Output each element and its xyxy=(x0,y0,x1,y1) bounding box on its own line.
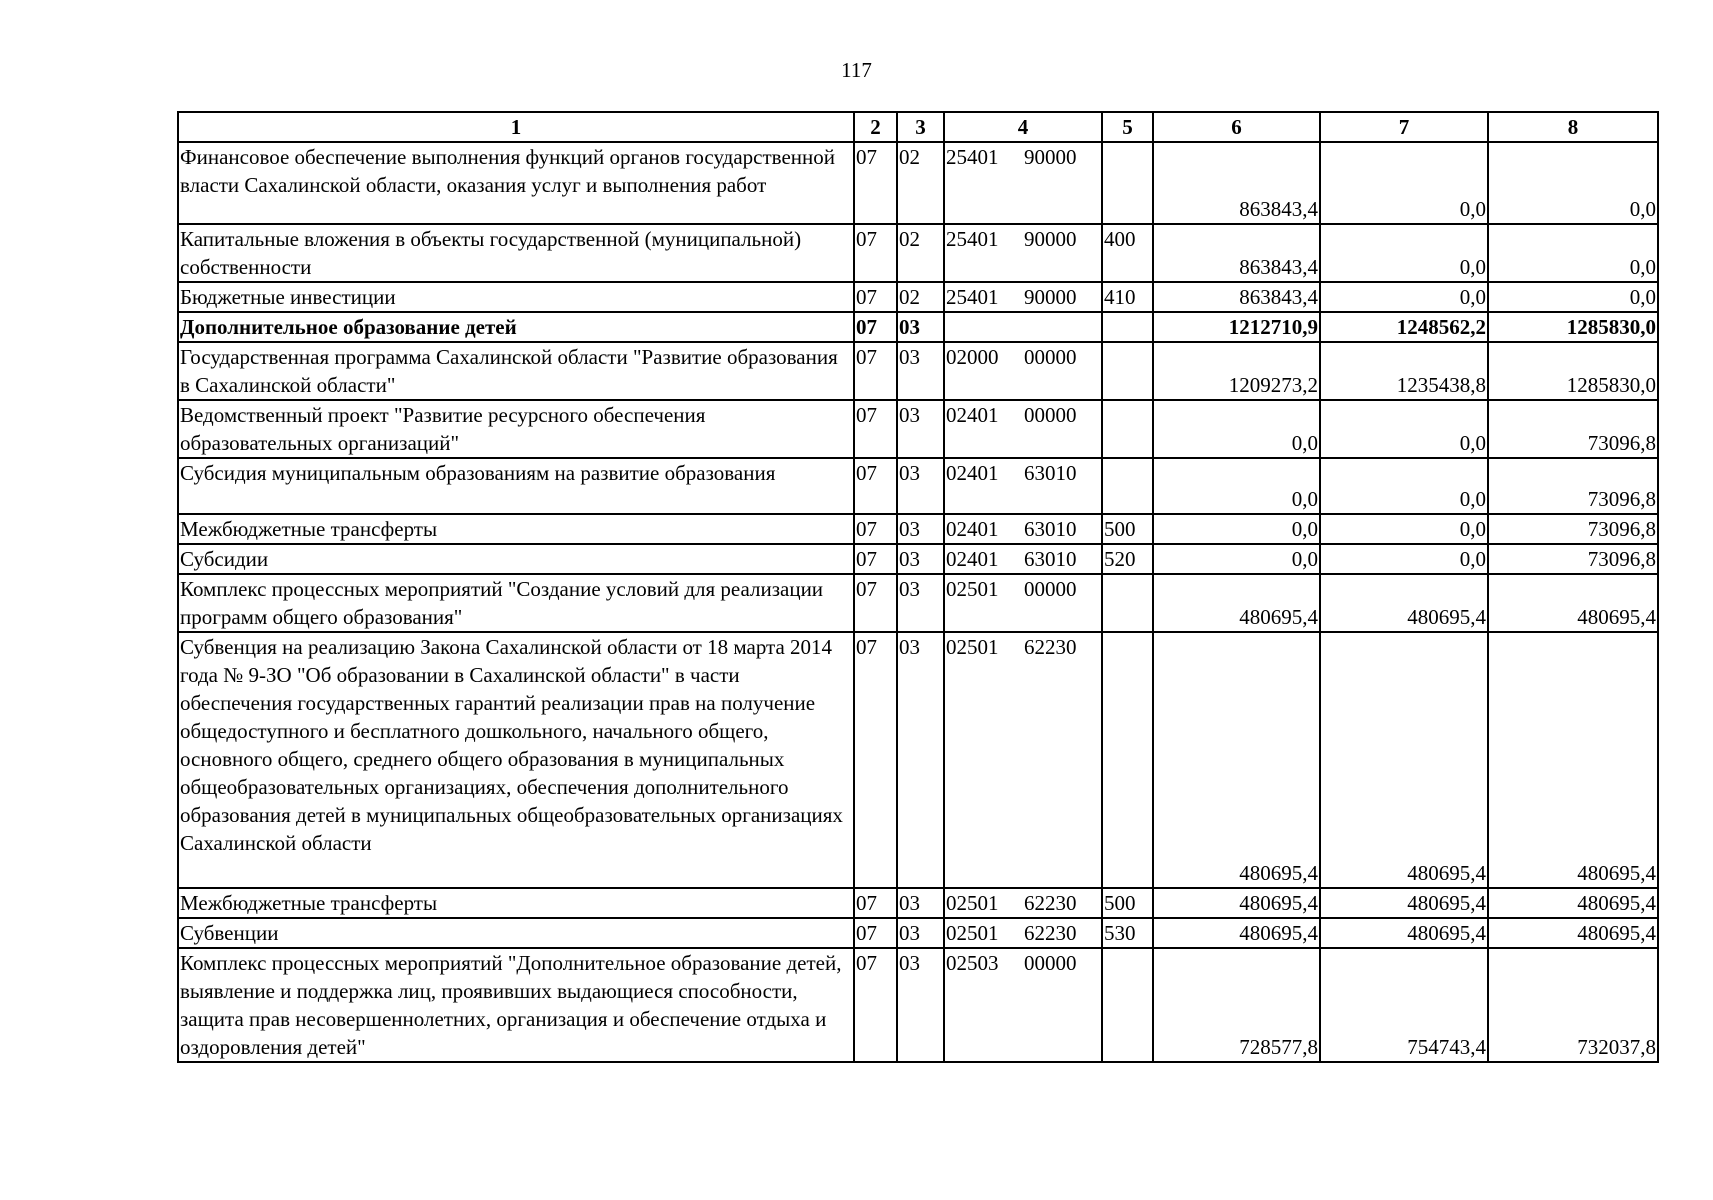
section-code: 07 xyxy=(854,312,897,342)
col-header: 6 xyxy=(1153,112,1320,142)
expense-type-code xyxy=(1102,142,1153,224)
table-row xyxy=(178,888,1658,918)
amount-col7: 0,0 xyxy=(1320,142,1488,224)
amount-col7: 1248562,2 xyxy=(1320,312,1488,342)
row-description: Комплекс процессных мероприятий "Создание условий для реализации программ общего образования" xyxy=(178,574,854,632)
direction-code: 00000 xyxy=(1024,345,1077,369)
row-description: Субвенции xyxy=(178,918,854,948)
target-article-code xyxy=(944,458,1102,514)
col-header: 1 xyxy=(178,112,854,142)
section-code: 07 xyxy=(854,142,897,224)
section-code: 07 xyxy=(854,514,897,544)
subsection-code: 03 xyxy=(897,948,944,1062)
amount-col7: 0,0 xyxy=(1320,458,1488,514)
amount-col8: 480695,4 xyxy=(1488,888,1658,918)
table-row xyxy=(178,400,1658,458)
target-article-code xyxy=(944,282,1102,312)
direction-code: 00000 xyxy=(1024,577,1077,601)
table-row xyxy=(178,282,1658,312)
subsection-code: 03 xyxy=(897,544,944,574)
subsection-code: 03 xyxy=(897,888,944,918)
amount-col6: 480695,4 xyxy=(1153,632,1320,888)
program-code: 02501 xyxy=(946,635,999,659)
section-code: 07 xyxy=(854,888,897,918)
direction-code: 62230 xyxy=(1024,635,1077,659)
expense-type-code xyxy=(1102,458,1153,514)
program-code: 02401 xyxy=(946,517,999,541)
amount-col6: 1209273,2 xyxy=(1153,342,1320,400)
table-row xyxy=(178,458,1658,514)
amount-col8: 1285830,0 xyxy=(1488,342,1658,400)
subsection-code: 03 xyxy=(897,574,944,632)
row-description: Капитальные вложения в объекты государственной (муниципальной) собственности xyxy=(178,224,854,282)
expense-type-code xyxy=(1102,948,1153,1062)
row-description: Финансовое обеспечение выполнения функций органов государственной власти Сахалинской области, оказания услуг и выполнения работ xyxy=(178,142,854,224)
section-code: 07 xyxy=(854,342,897,400)
table-row xyxy=(178,544,1658,574)
amount-col6: 0,0 xyxy=(1153,514,1320,544)
subsection-code: 02 xyxy=(897,142,944,224)
amount-col8: 480695,4 xyxy=(1488,918,1658,948)
row-description: Бюджетные инвестиции xyxy=(178,282,854,312)
table-row xyxy=(178,918,1658,948)
expense-type-code: 500 xyxy=(1102,514,1153,544)
program-code: 25401 xyxy=(946,285,999,309)
direction-code: 90000 xyxy=(1024,145,1077,169)
row-description: Субвенция на реализацию Закона Сахалинской области от 18 марта 2014 года № 9-ЗО "Об образовании в Сахалинской области" в части обеспечения государственных гарантий реализации прав на получение общедоступного и бесплатного дошкольного, начального общего, основного общего, среднего общего образования в муниципальных общеобразовательных организациях, обеспечения дополнительного образования детей в муниципальных общеобразовательных организациях Сахалинской области xyxy=(178,632,854,888)
section-code: 07 xyxy=(854,632,897,888)
amount-col6: 0,0 xyxy=(1153,458,1320,514)
target-article-code xyxy=(944,918,1102,948)
row-description: Субсидия муниципальным образованиям на развитие образования xyxy=(178,458,854,514)
target-article-code xyxy=(944,544,1102,574)
expense-type-code xyxy=(1102,574,1153,632)
target-article-code xyxy=(944,574,1102,632)
amount-col8: 732037,8 xyxy=(1488,948,1658,1062)
expense-type-code: 520 xyxy=(1102,544,1153,574)
col-header: 5 xyxy=(1102,112,1153,142)
target-article-code xyxy=(944,514,1102,544)
program-code: 02501 xyxy=(946,921,999,945)
target-article-code xyxy=(944,948,1102,1062)
section-code: 07 xyxy=(854,574,897,632)
amount-col7: 0,0 xyxy=(1320,514,1488,544)
program-code: 25401 xyxy=(946,145,999,169)
amount-col6: 1212710,9 xyxy=(1153,312,1320,342)
expense-type-code xyxy=(1102,400,1153,458)
amount-col7: 0,0 xyxy=(1320,224,1488,282)
col-header: 8 xyxy=(1488,112,1658,142)
amount-col6: 480695,4 xyxy=(1153,888,1320,918)
amount-col7: 480695,4 xyxy=(1320,632,1488,888)
amount-col6: 863843,4 xyxy=(1153,282,1320,312)
amount-col7: 0,0 xyxy=(1320,282,1488,312)
amount-col6: 863843,4 xyxy=(1153,142,1320,224)
program-code: 02401 xyxy=(946,547,999,571)
amount-col6: 480695,4 xyxy=(1153,574,1320,632)
program-code: 02501 xyxy=(946,891,999,915)
table-row xyxy=(178,948,1658,1062)
table-row xyxy=(178,632,1658,888)
direction-code: 00000 xyxy=(1024,403,1077,427)
target-article-code xyxy=(944,400,1102,458)
direction-code: 62230 xyxy=(1024,921,1077,945)
amount-col6: 728577,8 xyxy=(1153,948,1320,1062)
amount-col8: 73096,8 xyxy=(1488,458,1658,514)
amount-col6: 480695,4 xyxy=(1153,918,1320,948)
target-article-code xyxy=(944,312,1102,342)
header-row xyxy=(178,112,1658,142)
amount-col8: 0,0 xyxy=(1488,224,1658,282)
subsection-code: 03 xyxy=(897,458,944,514)
subsection-code: 02 xyxy=(897,224,944,282)
row-description: Комплекс процессных мероприятий "Дополнительное образование детей, выявление и поддержка лиц, проявивших выдающиеся способности, защита прав несовершеннолетних, организация и обеспечение отдыха и оздоровления детей" xyxy=(178,948,854,1062)
expense-type-code xyxy=(1102,312,1153,342)
direction-code: 63010 xyxy=(1024,547,1077,571)
col-header: 7 xyxy=(1320,112,1488,142)
section-code: 07 xyxy=(854,948,897,1062)
expense-type-code xyxy=(1102,342,1153,400)
amount-col7: 754743,4 xyxy=(1320,948,1488,1062)
program-code: 25401 xyxy=(946,227,999,251)
target-article-code xyxy=(944,142,1102,224)
amount-col7: 480695,4 xyxy=(1320,888,1488,918)
row-description: Дополнительное образование детей xyxy=(178,312,854,342)
row-description: Межбюджетные трансферты xyxy=(178,888,854,918)
table-row xyxy=(178,514,1658,544)
col-header: 4 xyxy=(944,112,1102,142)
target-article-code xyxy=(944,342,1102,400)
direction-code: 62230 xyxy=(1024,891,1077,915)
table-row xyxy=(178,574,1658,632)
section-code: 07 xyxy=(854,918,897,948)
section-code: 07 xyxy=(854,224,897,282)
col-header: 3 xyxy=(897,112,944,142)
expense-type-code: 500 xyxy=(1102,888,1153,918)
amount-col7: 480695,4 xyxy=(1320,918,1488,948)
amount-col7: 1235438,8 xyxy=(1320,342,1488,400)
amount-col8: 0,0 xyxy=(1488,142,1658,224)
amount-col8: 480695,4 xyxy=(1488,574,1658,632)
program-code: 02503 xyxy=(946,951,999,975)
amount-col8: 73096,8 xyxy=(1488,514,1658,544)
subsection-code: 03 xyxy=(897,342,944,400)
table-row xyxy=(178,312,1658,342)
section-code: 07 xyxy=(854,544,897,574)
program-code: 02000 xyxy=(946,345,999,369)
expense-type-code xyxy=(1102,632,1153,888)
program-code: 02501 xyxy=(946,577,999,601)
program-code: 02401 xyxy=(946,403,999,427)
table-row xyxy=(178,224,1658,282)
amount-col7: 480695,4 xyxy=(1320,574,1488,632)
direction-code: 90000 xyxy=(1024,285,1077,309)
amount-col6: 0,0 xyxy=(1153,544,1320,574)
page-number: 117 xyxy=(841,58,872,82)
expense-type-code: 400 xyxy=(1102,224,1153,282)
section-code: 07 xyxy=(854,458,897,514)
subsection-code: 03 xyxy=(897,632,944,888)
amount-col8: 73096,8 xyxy=(1488,544,1658,574)
direction-code: 63010 xyxy=(1024,517,1077,541)
subsection-code: 03 xyxy=(897,514,944,544)
table-row xyxy=(178,342,1658,400)
row-description: Ведомственный проект "Развитие ресурсного обеспечения образовательных организаций" xyxy=(178,400,854,458)
amount-col8: 480695,4 xyxy=(1488,632,1658,888)
direction-code: 63010 xyxy=(1024,461,1077,485)
direction-code: 00000 xyxy=(1024,951,1077,975)
expense-type-code: 410 xyxy=(1102,282,1153,312)
amount-col8: 0,0 xyxy=(1488,282,1658,312)
subsection-code: 03 xyxy=(897,918,944,948)
subsection-code: 03 xyxy=(897,312,944,342)
row-description: Государственная программа Сахалинской области "Развитие образования в Сахалинской области" xyxy=(178,342,854,400)
direction-code: 90000 xyxy=(1024,227,1077,251)
section-code: 07 xyxy=(854,282,897,312)
amount-col7: 0,0 xyxy=(1320,400,1488,458)
subsection-code: 03 xyxy=(897,400,944,458)
target-article-code xyxy=(944,224,1102,282)
amount-col7: 0,0 xyxy=(1320,544,1488,574)
row-description: Субсидии xyxy=(178,544,854,574)
expense-type-code: 530 xyxy=(1102,918,1153,948)
row-description: Межбюджетные трансферты xyxy=(178,514,854,544)
target-article-code xyxy=(944,632,1102,888)
subsection-code: 02 xyxy=(897,282,944,312)
target-article-code xyxy=(944,888,1102,918)
amount-col8: 1285830,0 xyxy=(1488,312,1658,342)
table-row xyxy=(178,142,1658,224)
section-code: 07 xyxy=(854,400,897,458)
program-code: 02401 xyxy=(946,461,999,485)
amount-col6: 863843,4 xyxy=(1153,224,1320,282)
amount-col8: 73096,8 xyxy=(1488,400,1658,458)
col-header: 2 xyxy=(854,112,897,142)
budget-table xyxy=(177,111,1659,1063)
amount-col6: 0,0 xyxy=(1153,400,1320,458)
